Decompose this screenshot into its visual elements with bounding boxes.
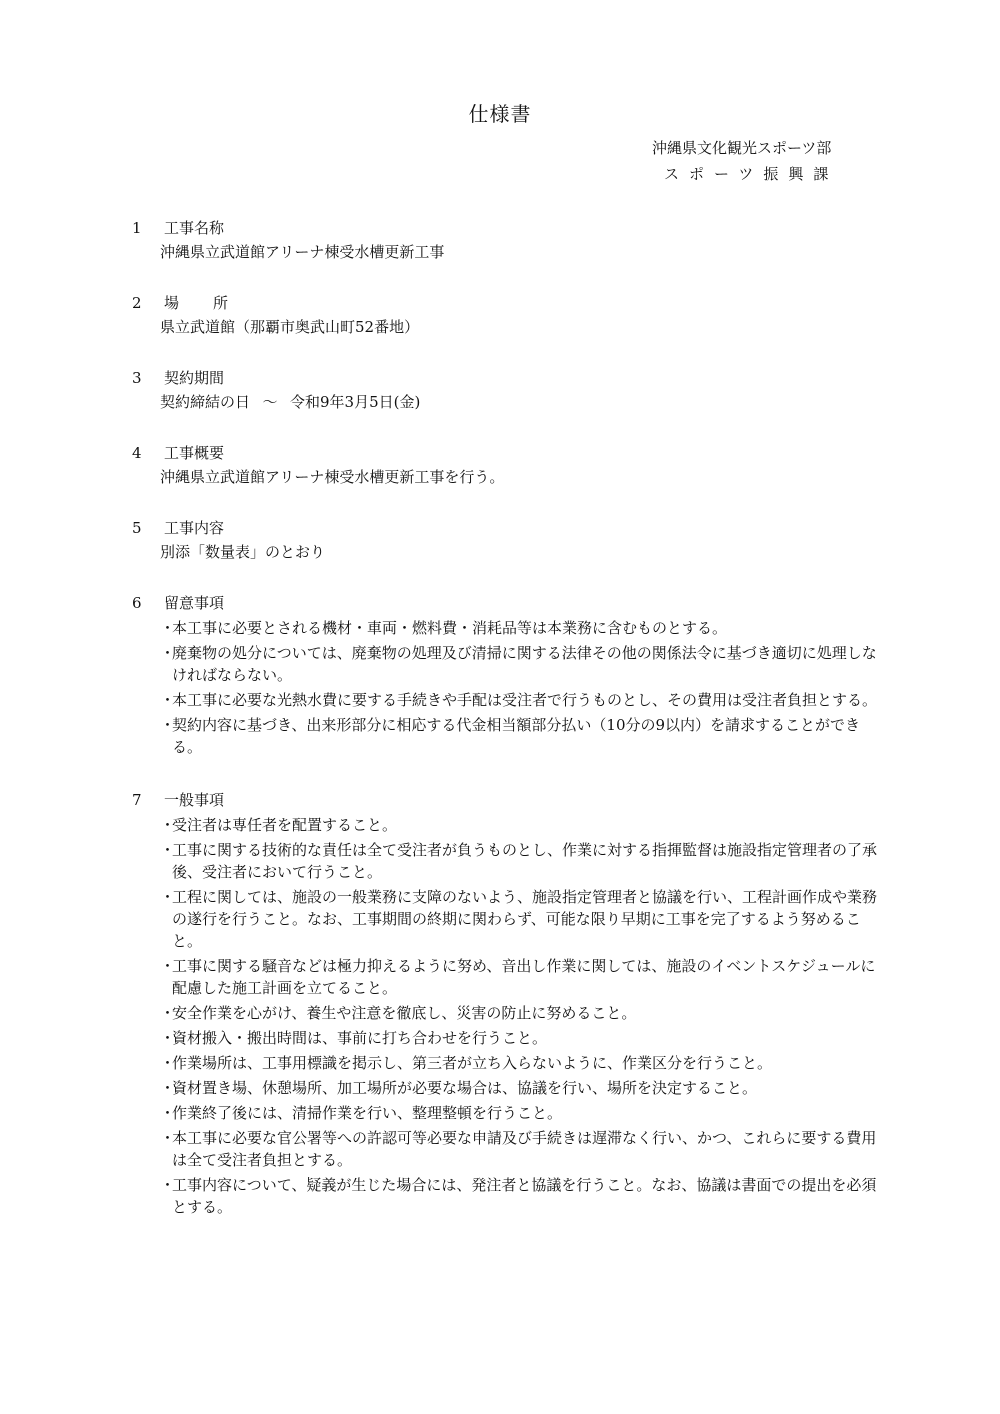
issuer-section: スポーツ振興課 xyxy=(664,165,839,183)
section-number: 2 xyxy=(132,294,142,312)
list-item: ・ 資材置き場、休憩場所、加工場所が必要な場合は、協議を行い、場所を決定すること。 xyxy=(160,1079,758,1097)
list-item: ・ 工事内容について、疑義が生じた場合には、発注者と協議を行うこと。なお、協議は書面での提出を必須とする。 xyxy=(160,1176,877,1216)
section-body: 沖縄県立武道館アリーナ棟受水槽更新工事 xyxy=(160,243,445,261)
general-list xyxy=(132,814,882,1218)
section-heading-part-b: 所 xyxy=(213,294,229,312)
section-body: 沖縄県立武道館アリーナ棟受水槽更新工事を行う。 xyxy=(160,468,505,486)
issuer-block xyxy=(652,135,838,187)
list-item: ・ 安全作業を心がけ、養生や注意を徹底し、災害の防止に努めること。 xyxy=(160,1004,637,1022)
section-general xyxy=(132,788,882,1218)
period-start: 契約締結の日 xyxy=(160,393,251,411)
section-contract-period xyxy=(132,366,882,414)
list-item: ・ 本工事に必要とされる機材・車両・燃料費・消耗品等は本業務に含むものとする。 xyxy=(160,619,728,637)
section-heading: 工事概要 xyxy=(164,444,225,462)
section-heading: 工事内容 xyxy=(164,519,225,537)
issuer-department: 沖縄県文化観光スポーツ部 xyxy=(652,139,832,157)
list-item: ・ 本工事に必要な光熱水費に要する手続きや手配は受注者で行うものとし、その費用は受注者負担とする。 xyxy=(160,691,878,709)
section-heading: 留意事項 xyxy=(164,594,225,612)
list-item: ・ 作業場所は、工事用標識を掲示し、第三者が立ち入らないように、作業区分を行うこと。 xyxy=(160,1054,773,1072)
list-item: ・ 工程に関しては、施設の一般業務に支障のないよう、施設指定管理者と協議を行い、工程計画作成や業務の遂行を行うこと。なお、工事期間の終期に関わらず、可能な限り早期に工事を完了するよう努めること。 xyxy=(160,888,878,950)
list-item: ・ 工事に関する技術的な責任は全て受注者が負うものとし、作業に対する指揮監督は施設指定管理者の了承後、受注者において行うこと。 xyxy=(160,841,878,881)
section-body xyxy=(132,390,882,414)
section-location xyxy=(132,291,882,339)
page-title: 仕様書 xyxy=(468,102,532,126)
list-item: ・ 本工事に必要な官公署等への許認可等必要な申請及び手続きは遅滞なく行い、かつ、これらに要する費用は全て受注者負担とする。 xyxy=(160,1129,877,1169)
section-number: 7 xyxy=(132,791,142,809)
section-number: 1 xyxy=(132,219,142,237)
section-heading: 一般事項 xyxy=(164,791,225,809)
list-item: ・ 受注者は専任者を配置すること。 xyxy=(160,816,398,834)
section-overview xyxy=(132,441,882,489)
section-number: 4 xyxy=(132,444,142,462)
section-number: 6 xyxy=(132,594,142,612)
section-heading: 工事名称 xyxy=(164,219,225,237)
section-project-name xyxy=(132,216,882,264)
period-separator: ～ xyxy=(262,393,278,411)
list-item: ・ 廃棄物の処分については、廃棄物の処理及び清掃に関する法律その他の関係法令に基づき適切に処理しなければならない。 xyxy=(160,644,877,684)
section-number: 5 xyxy=(132,519,142,537)
period-end: 令和9年3月5日(金) xyxy=(290,393,421,411)
section-heading-part-a: 場 xyxy=(164,294,180,312)
list-item: ・ 資材搬入・搬出時間は、事前に打ち合わせを行うこと。 xyxy=(160,1029,548,1047)
section-notes xyxy=(132,591,882,758)
list-item: ・ 契約内容に基づき、出来形部分に相応する代金相当額部分払い（10分の9以内）を請求することができる。 xyxy=(160,716,861,756)
notes-list xyxy=(132,617,882,758)
section-body: 別添「数量表」のとおり xyxy=(160,543,326,561)
section-heading: 契約期間 xyxy=(164,369,225,387)
section-work-content xyxy=(132,516,882,564)
spec-content xyxy=(132,216,882,1245)
list-item: ・ 工事に関する騒音などは極力抑えるように努め、音出し作業に関しては、施設のイベントスケジュールに配慮した施工計画を立てること。 xyxy=(160,957,876,997)
list-item: ・ 作業終了後には、清掃作業を行い、整理整頓を行うこと。 xyxy=(160,1104,563,1122)
section-number: 3 xyxy=(132,369,142,387)
section-body: 県立武道館（那覇市奥武山町52番地） xyxy=(160,318,420,336)
